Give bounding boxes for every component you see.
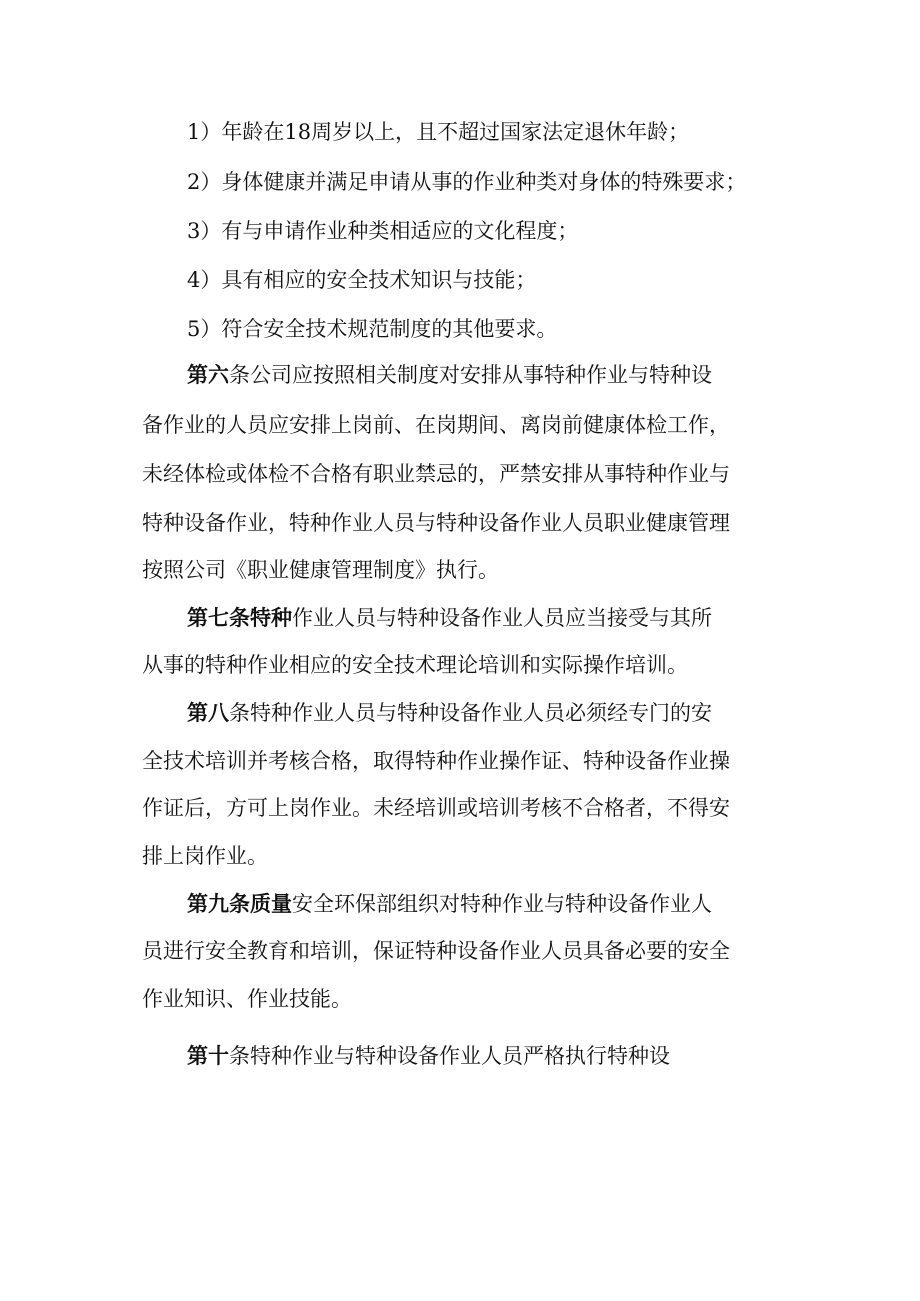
article-6-line-2: [0, 405, 920, 445]
article-7-heading: 第七条特种: [187, 605, 292, 630]
article-8-heading: 第八: [187, 700, 229, 725]
article-6-line-5: [0, 550, 920, 590]
article-text: 条公司应按照相关制度对安排从事特种作业与特种设: [229, 363, 712, 387]
article-text: 安全环保部组织对特种作业与特种设备作业人: [292, 892, 712, 916]
article-6-line-3: [0, 454, 920, 494]
article-10-heading: 第十: [187, 1043, 229, 1068]
requirement-text: 4）具有相应的安全技术知识与技能；: [187, 268, 537, 292]
requirement-text: 3）有与申请作业种类相适应的文化程度；: [187, 219, 579, 243]
article-text: 作证后，方可上岗作业。未经培训或培训考核不合格者，不得安: [142, 796, 730, 820]
article-text: 按照公司《职业健康管理制度》执行。: [142, 558, 499, 582]
article-text: 作业知识、作业技能。: [142, 987, 352, 1011]
article-7-line-2: [0, 645, 920, 685]
requirement-item-3: [0, 211, 920, 251]
article-8-line-2: [0, 741, 920, 781]
requirement-item-5: [0, 309, 920, 349]
article-text: 条特种作业人员与特种设备作业人员必须经专门的安: [229, 701, 712, 725]
requirement-item-2: [0, 162, 920, 202]
article-text: 作业人员与特种设备作业人员应当接受与其所: [292, 606, 712, 630]
article-8-line-3: [0, 788, 920, 828]
article-9-heading: 第九条质量: [187, 891, 292, 916]
requirement-text: 5）符合安全技术规范制度的其他要求。: [187, 317, 558, 341]
article-text: 全技术培训并考核合格，取得特种作业操作证、特种设备作业操: [142, 749, 730, 773]
article-8-line-1: [0, 693, 920, 733]
requirement-item-1: [0, 112, 920, 152]
article-6-line-4: [0, 503, 920, 543]
article-text: 员进行安全教育和培训，保证特种设备作业人员具备必要的安全: [142, 939, 730, 963]
article-9-line-2: [0, 931, 920, 971]
article-6-line-1: [0, 355, 920, 395]
article-7-line-1: [0, 598, 920, 638]
article-9-line-3: [0, 979, 920, 1019]
requirement-text: 2）身体健康并满足申请从事的作业种类对身体的特殊要求；: [187, 170, 747, 194]
article-text: 从事的特种作业相应的安全技术理论培训和实际操作培训。: [142, 653, 688, 677]
article-6-heading: 第六: [187, 362, 229, 387]
requirement-text: 1）年龄在18周岁以上，且不超过国家法定退休年龄；: [187, 120, 690, 144]
requirement-item-4: [0, 260, 920, 300]
article-8-line-4: [0, 836, 920, 876]
article-9-line-1: [0, 884, 920, 924]
article-text: 特种设备作业，特种作业人员与特种设备作业人员职业健康管理: [142, 511, 730, 535]
article-text: 未经体检或体检不合格有职业禁忌的，严禁安排从事特种作业与: [142, 462, 730, 486]
article-text: 备作业的人员应安排上岗前、在岗期间、离岗前健康体检工作，: [142, 413, 730, 437]
article-text: 排上岗作业。: [142, 844, 268, 868]
article-text: 条特种作业与特种设备作业人员严格执行特种设: [229, 1044, 670, 1068]
article-10-line-1: [0, 1036, 920, 1076]
